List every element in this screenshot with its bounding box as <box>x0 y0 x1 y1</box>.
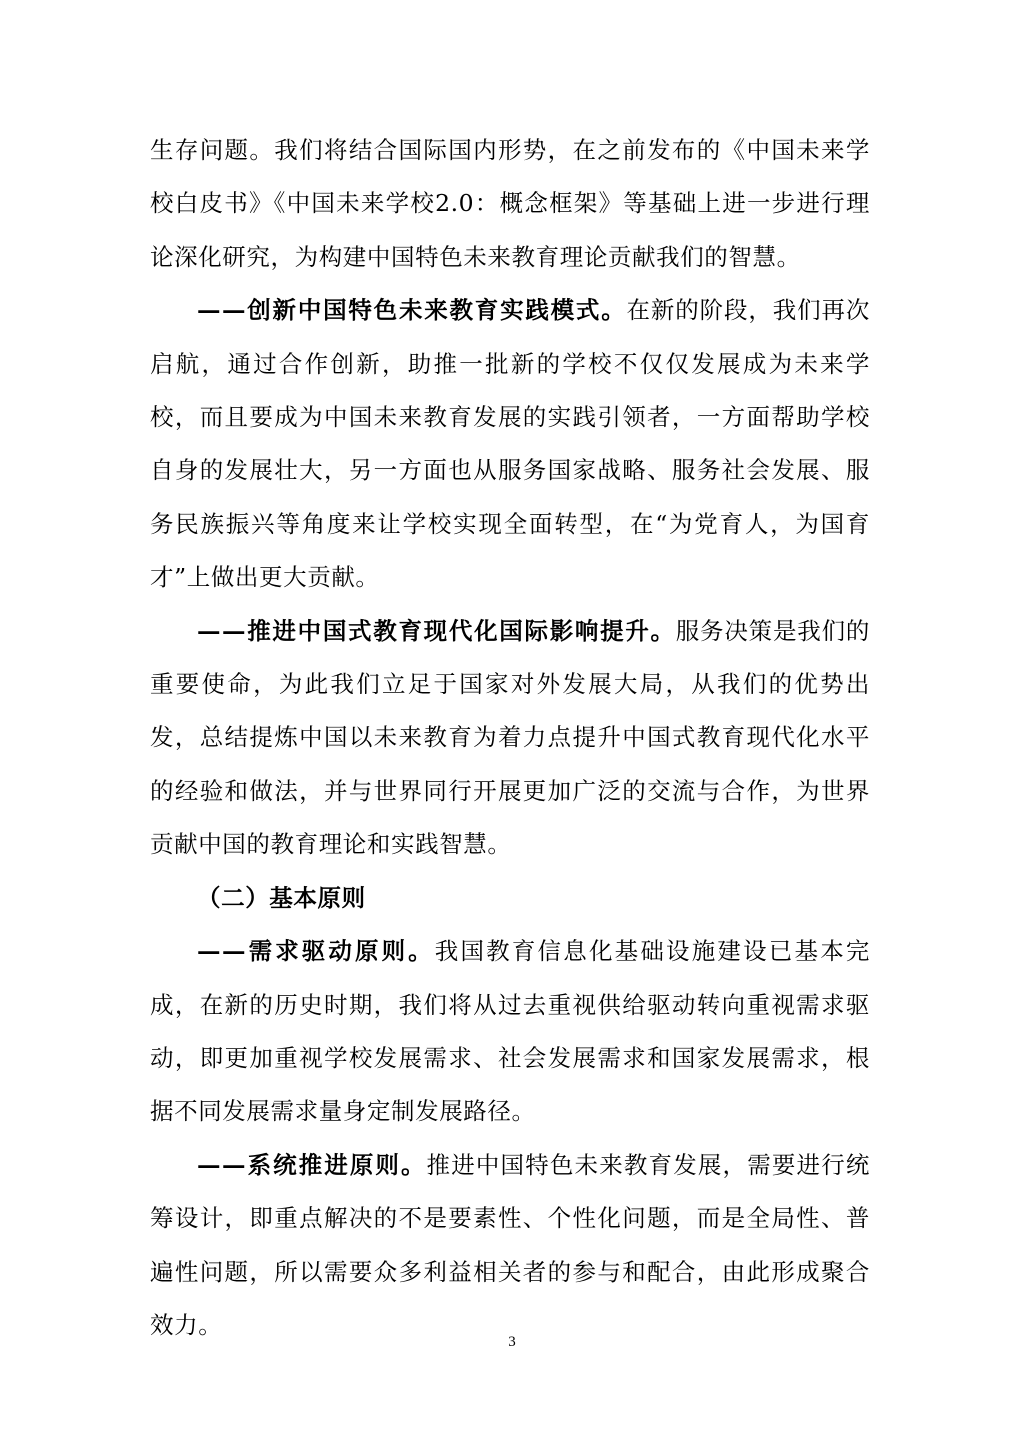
paragraph-lead: ——需求驱动原则。 <box>197 937 435 966</box>
paragraph-systematic <box>150 1139 870 1353</box>
paragraph-lead: ——创新中国特色未来教育实践模式。 <box>197 296 627 325</box>
page-number: 3 <box>508 1334 516 1350</box>
section-heading: （二）基本原则 <box>197 883 366 912</box>
paragraph-practice-model <box>150 284 870 604</box>
paragraph-international-influence <box>150 605 870 872</box>
paragraph-text: 服务决策是我们的重要使命，为此我们立足于国家对外发展大局，从我们的优势出发，总结提炼中国以未来教育为着力点提升中国式教育现代化水平的经验和做法，并与世界同行开展更加广泛的交流与合作，为世界贡献中国的教育理论和实践智慧。 <box>150 616 870 859</box>
paragraph-lead: ——推进中国式教育现代化国际影响提升。 <box>197 616 676 645</box>
document-body <box>150 124 870 1352</box>
paragraph-text: 在新的阶段，我们再次启航，通过合作创新，助推一批新的学校不仅仅发展成为未来学校，而且要成为中国未来教育发展的实践引领者，一方面帮助学校自身的发展壮大，另一方面也从服务国家战略、服务社会发展、服务民族振兴等角度来让学校实现全面转型，在“为党育人，为国育才”上做出更大贡献。 <box>150 296 871 592</box>
paragraph-text: 推进中国特色未来教育发展，需要进行统筹设计，即重点解决的不是要素性、个性化问题，而是全局性、普遍性问题，所以需要众多利益相关者的参与和配合，由此形成聚合效力。 <box>150 1150 870 1339</box>
paragraph-text: 生存问题。我们将结合国际国内形势，在之前发布的《中国未来学校白皮书》《中国未来学校2.0：概念框架》等基础上进一步进行理论深化研究，为构建中国特色未来教育理论贡献我们的智慧。 <box>150 136 870 271</box>
paragraph-lead: ——系统推进原则。 <box>197 1150 427 1179</box>
paragraph-continuation <box>150 124 870 284</box>
paragraph-text: 我国教育信息化基础设施建设已基本完成，在新的历史时期，我们将从过去重视供给驱动转向重视需求驱动，即更加重视学校发展需求、社会发展需求和国家发展需求，根据不同发展需求量身定制发展路径。 <box>150 937 870 1126</box>
paragraph-demand-driven <box>150 925 870 1139</box>
